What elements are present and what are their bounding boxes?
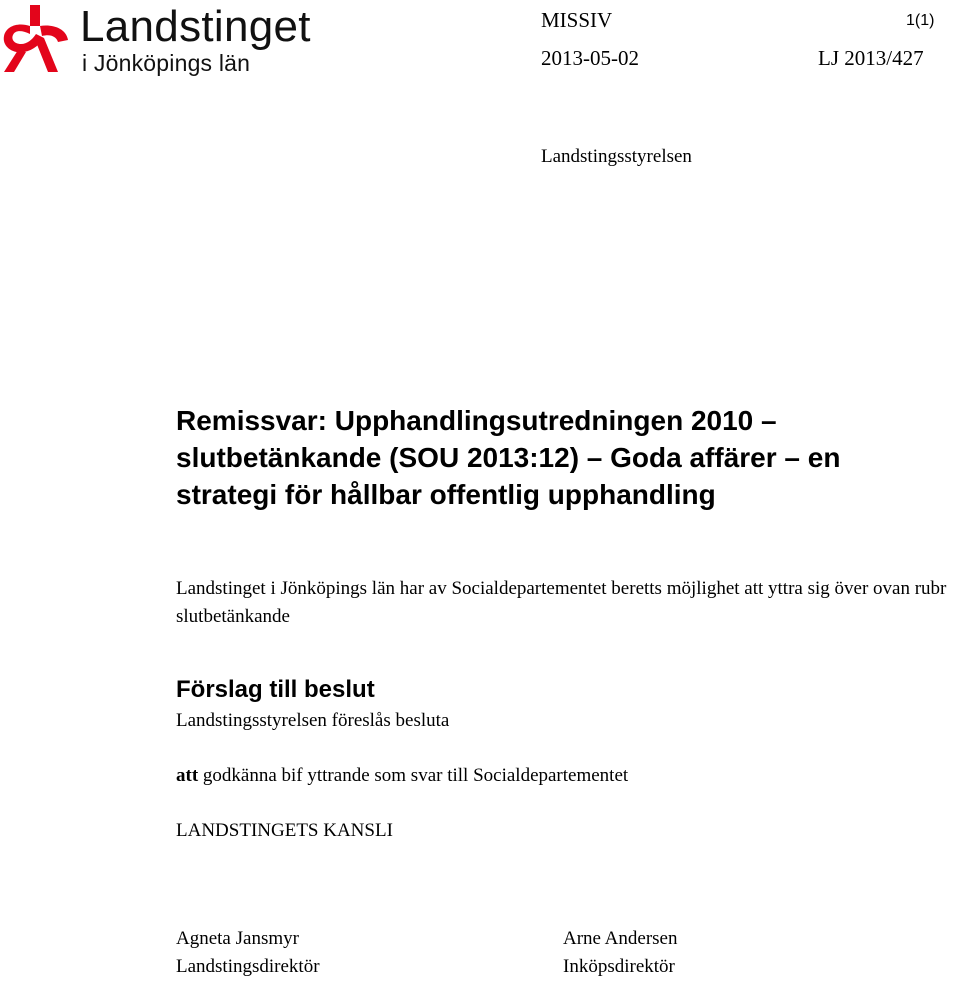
recipient: Landstingsstyrelsen [541,146,692,167]
decision-text: godkänna bif yttrande som svar till Socialdepartementet [198,765,629,786]
office-name: LANDSTINGETS KANSLI [176,820,393,841]
decision-line [176,765,628,787]
logo-subtitle: i Jönköpings län [82,50,251,76]
signature-title: Landstingsdirektör [176,956,320,977]
logo-title: Landstinget [80,2,311,51]
signature-title: Inköpsdirektör [563,956,675,977]
intro-paragraph: Landstinget i Jönköpings län har av Socialdepartementet beretts möjlighet att yttra sig över ovan rubr slutbetänkande [176,578,947,627]
signature-name: Agneta Jansmyr [176,928,299,949]
document-title: Remissvar: Upphandlingsutredningen 2010 – slutbetänkande (SOU 2013:12) – Goda affärer – en strategi för hållbar offentlig upphandling [176,405,841,510]
proposal-text: Landstingsstyrelsen föreslås besluta [176,710,450,731]
proposal-heading: Förslag till beslut [176,676,375,703]
document-reference: LJ 2013/427 [818,46,924,70]
decision-keyword: att [176,765,199,786]
signature-name: Arne Andersen [563,928,678,949]
page-count: 1(1) [906,12,935,29]
document-type: MISSIV [541,8,613,32]
document-date: 2013-05-02 [541,46,639,70]
red-ribbon-logo-icon [0,2,72,74]
